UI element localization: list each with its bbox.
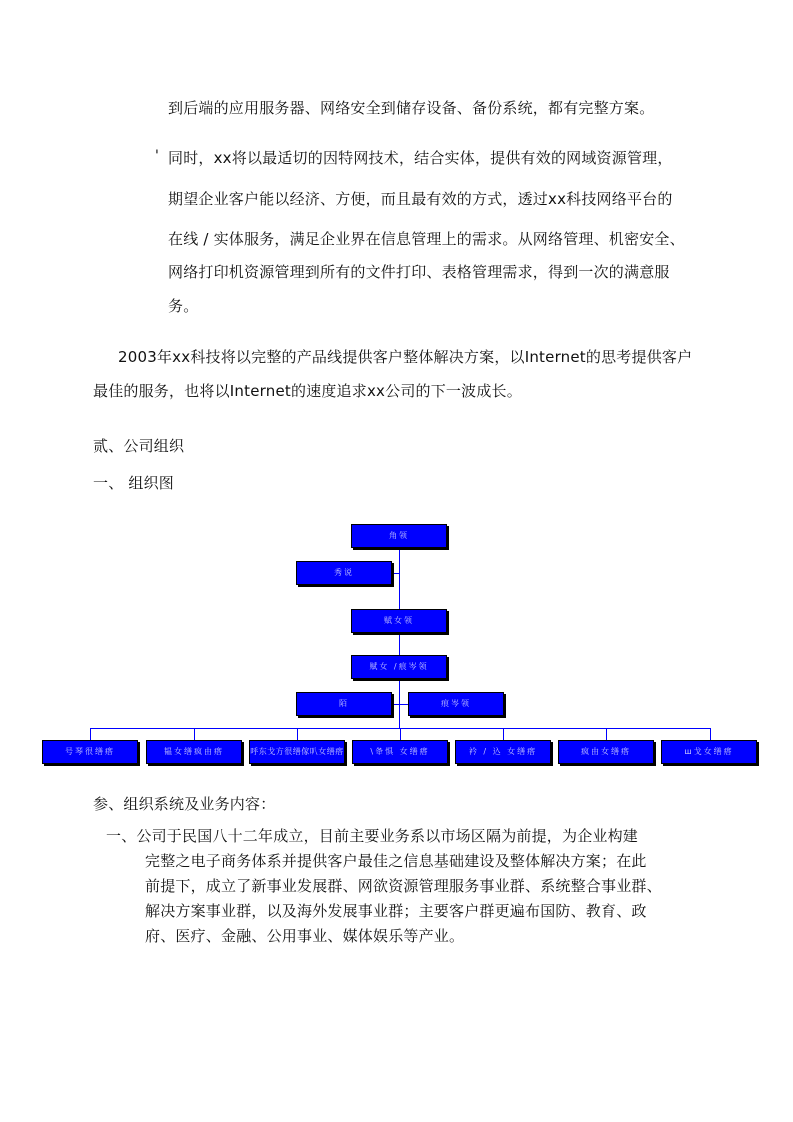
org-box-level-4-left: 陌 (296, 692, 392, 716)
intro-bullet-line: 务。 (168, 297, 199, 315)
org-connector-drop (503, 728, 504, 740)
org-box-level-3: 赋女 /痕岑领 (351, 655, 447, 679)
org-box-department: ш戈女缮瘩 (661, 740, 757, 764)
intro-bullet-line: 同时，xx将以最适切的因特网技术，结合实体，提供有效的网域资源管理， (168, 149, 673, 167)
org-connector-drop (90, 728, 91, 740)
org-connector-drop (606, 728, 607, 740)
org-box-level-4-right: 痕岑领 (408, 692, 504, 716)
org-box-department: 号琴很缮瘩 (42, 740, 138, 764)
paragraph-2003-line: 最佳的服务，也将以Internet的速度追求xx公司的下一波成长。 (93, 382, 522, 400)
intro-bullet-line: 期望企业客户能以经济、方便，而且最有效的方式，透过xx科技网络平台的 (168, 190, 673, 208)
org-connector-drop (400, 728, 401, 740)
org-box-level-2: 赋女领 (351, 609, 447, 633)
org-connector-drop (710, 728, 711, 740)
org-connector-level4 (392, 704, 408, 705)
org-box-department: 韫女缮疯由瘩 (146, 740, 242, 764)
section-3-item-line: 府、医疗、金融、公用事业、媒体娱乐等产业。 (145, 927, 465, 945)
paragraph-2003-line: 2003年xx科技将以完整的产品线提供客户整体解决方案，以Internet的思考提供客户 (118, 348, 693, 366)
org-connector-vertical (399, 549, 400, 728)
section-heading: 参、组织系统及业务内容： (93, 795, 276, 813)
org-connector-drop (297, 728, 298, 740)
org-connector-assistant (392, 573, 400, 574)
intro-bullet-line: 网络打印机资源管理到所有的文件打印、表格管理需求，得到一次的满意服 (168, 263, 670, 281)
section-3-item-line: 解决方案事业群，以及海外发展事业群；主要客户群更遍布国防、教育、政 (145, 902, 647, 920)
org-box-assistant: 秀说 (296, 561, 392, 585)
intro-line-1: 到后端的应用服务器、网络安全到储存设备、备份系统，都有完整方案。 (168, 99, 655, 117)
intro-bullet-line: 在线 / 实体服务，满足企业界在信息管理上的需求。从网络管理、机密安全、 (168, 230, 685, 248)
org-connector-drop (194, 728, 195, 740)
section-heading: 贰、公司组织 (93, 437, 185, 455)
org-box-department: \夅惧 女缮瘩 (352, 740, 448, 764)
section-3-item-line: 前提下，成立了新事业发展群、网欲资源管理服务事业群、系统整合事业群、 (145, 877, 662, 895)
section-subheading: 一、 组织图 (93, 474, 174, 492)
bullet-mark: ' (155, 148, 159, 164)
org-box-department: 衿 / 込 女缮瘩 (455, 740, 551, 764)
org-box-department: 疯由女缮瘩 (558, 740, 654, 764)
org-box-department: 呼东戈方很缮傢叭女缮瘩 (249, 740, 345, 764)
section-3-item-line: 一、公司于民国八十二年成立，目前主要业务系以市场区隔为前提，为企业构建 (106, 827, 639, 845)
org-box-top: 角领 (351, 524, 447, 548)
section-3-item-line: 完整之电子商务体系并提供客户最佳之信息基础建设及整体解决方案；在此 (145, 852, 647, 870)
